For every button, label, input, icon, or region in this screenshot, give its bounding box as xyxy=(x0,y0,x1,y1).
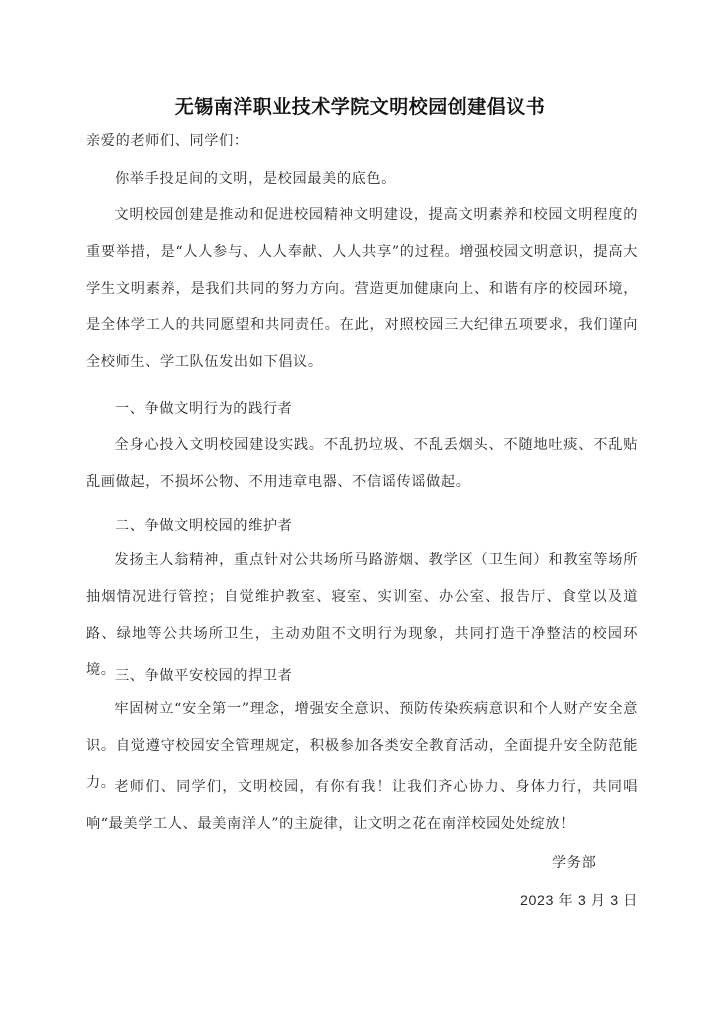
document-title: 无锡南洋职业技术学院文明校园创建倡议书 xyxy=(174,96,546,118)
body-paragraph-1: 文明校园创建是推动和促进校园精神文明建设，提高文明素养和校园文明程度的重要举措，是“人人参与、人人奉献、人人共享”的过程。增强校园文明意识，提高大学生文明素养，是我们共同的努力方向。营造更加健康向上、和谐有序的校园环境，是全体学工人的共同愿望和共同责任。在此，对照校园三大纪律五项要求，我们谨向全校师生、学工队伍发出如下倡议。 xyxy=(86,207,638,371)
signature-department: 学务部 xyxy=(552,855,597,871)
section-heading-1: 一、争做文明行为的践行者 xyxy=(115,401,293,417)
section-heading-2: 二、争做文明校园的维护者 xyxy=(115,518,293,534)
body-paragraph-3: 发扬主人翁精神，重点针对公共场所马路游烟、教学区（卫生间）和教室等场所抽烟情况进行管控；自觉维护教室、寝室、实训室、办公室、报告厅、食堂以及道路、绿地等公共场所卫生，主动劝阻不文明行为现象，共同打造干净整洁的校园环境。 xyxy=(86,552,638,679)
intro-paragraph: 你举手投足间的文明，是校园最美的底色。 xyxy=(115,171,396,187)
signature-date: 2023 年 3 月 3 日 xyxy=(520,893,639,909)
body-paragraph-5: 老师们、同学们，文明校园，有你有我！让我们齐心协力、身体力行，共同唱响“最美学工人、最美南洋人”的主旋律，让文明之花在南洋校园处处绽放！ xyxy=(86,779,638,832)
salutation: 亲爱的老师们、同学们： xyxy=(86,133,249,149)
section-heading-3: 三、争做平安校园的捍卫者 xyxy=(115,668,293,684)
body-paragraph-2: 全身心投入文明校园建设实践。不乱扔垃圾、不乱丢烟头、不随地吐痰、不乱贴乱画做起，不损坏公物、不用违章电器、不信谣传谣做起。 xyxy=(86,437,638,490)
body-paragraph-4: 牢固树立“安全第一”理念，增强安全意识、预防传染疾病意识和个人财产安全意识。自觉遵守校园安全管理规定，积极参加各类安全教育活动，全面提升安全防范能力。 xyxy=(86,701,638,791)
